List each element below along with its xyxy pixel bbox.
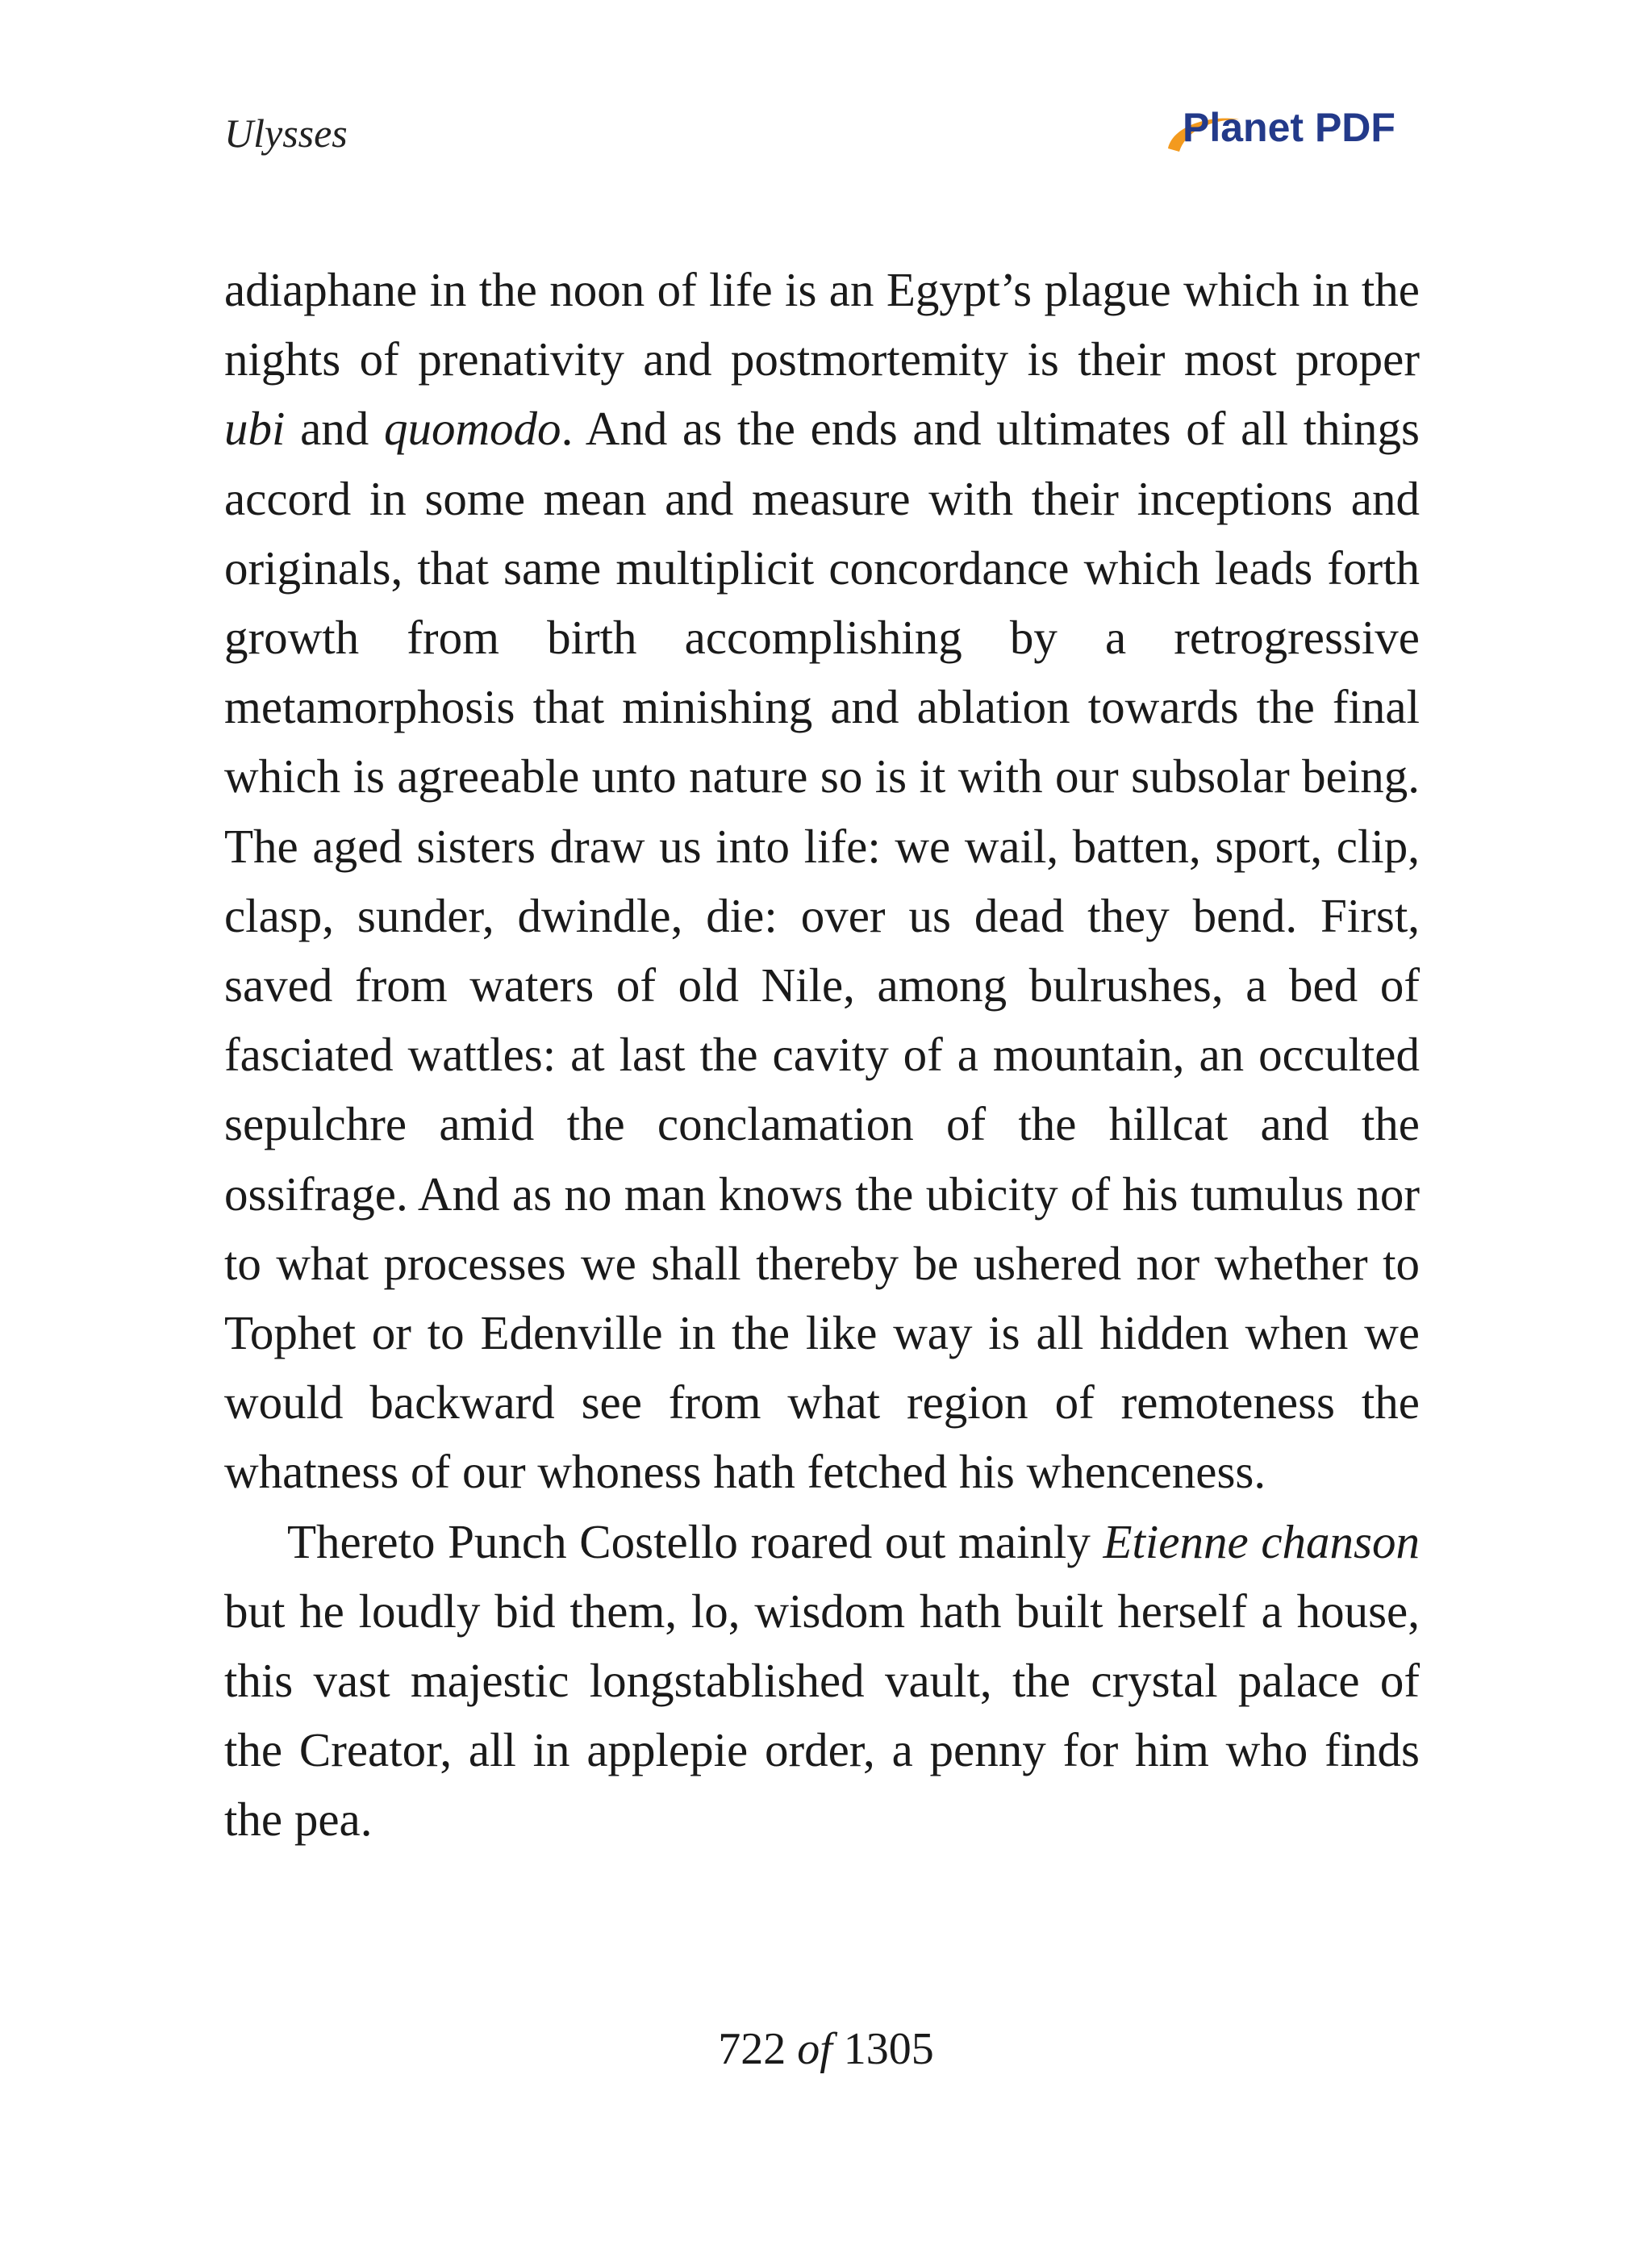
paragraph-1 [224, 255, 1420, 1507]
paragraph-1-text-3: . And as the ends and ultimates of all things accord in some mean and measure with their inceptions and originals, that same multiplicit concordance which leads forth growth from birth accomplishing by a retrogressive metamorphosis that minishing and ablation towards the final which is agreeable unto nature so is it with our subsolar being. The aged sisters draw us into life: we wail, batten, sport, clip, clasp, sunder, dwindle, die: over us dead they bend. First, saved from waters of old Nile, among bulrushes, a bed of fasciated wattles: at last the cavity of a mountain, an occulted sepulchre amid the conclamation of the hillcat and the ossifrage. And as no man knows the ubicity of his tumulus nor to what processes we shall thereby be ushered nor whether to Tophet or to Edenville in the like way is all hidden when we would backward see from what region of remoteness the whatness of our whoness hath fetched his whenceness. [224, 402, 1420, 1499]
paragraph-1-text-2: and [285, 402, 384, 456]
page-header [0, 0, 1652, 210]
paragraph-2-text-1: Thereto Punch Costello roared out mainly [287, 1514, 1103, 1568]
paragraph-1-italic-quomodo: quomodo [383, 402, 561, 456]
page-of: of [797, 2024, 832, 2074]
page-current: 722 [718, 2024, 786, 2074]
paragraph-1-text-1: adiaphane in the noon of life is an Egypt’s plague which in the nights of prenativity and postmortemity is their most proper [224, 263, 1420, 386]
running-title: Ulysses [224, 111, 348, 156]
page-total: 1305 [843, 2024, 934, 2074]
body-text [224, 255, 1420, 1855]
logo-text: Planet PDF [1183, 105, 1395, 150]
page-number [0, 2021, 1652, 2077]
paragraph-2-text-2: but he loudly bid them, lo, wisdom hath built herself a house, this vast majestic longstablished vault, the crystal palace of the Creator, all in applepie order, a penny for him who finds the pea. [224, 1584, 1420, 1847]
paragraph-2 [224, 1507, 1420, 1855]
paragraph-2-italic-etienne-chanson: Etienne chanson [1103, 1514, 1420, 1568]
planet-pdf-logo [1162, 102, 1420, 166]
paragraph-1-italic-ubi: ubi [224, 402, 286, 456]
